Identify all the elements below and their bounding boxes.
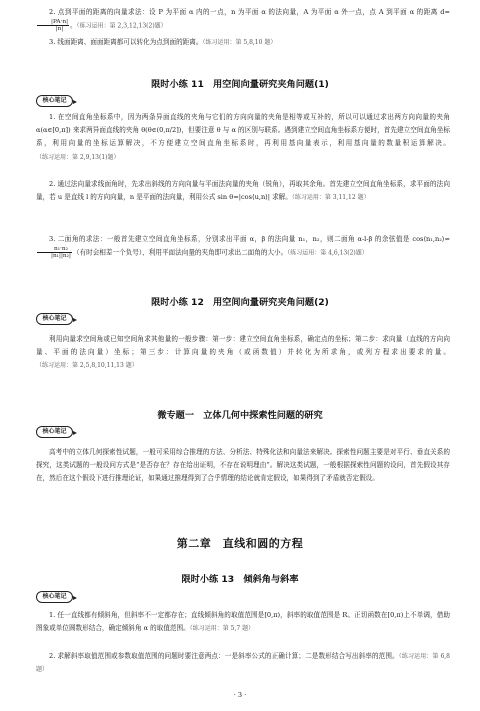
section-title-13: 限时小练 13 倾斜角与斜率	[181, 574, 299, 585]
practice-reference: （练习运用：第 4,6,13(2)题）	[287, 249, 368, 257]
s11-item-1: 1. 在空间直角坐标系中，因为两条异面直线的夹角与它们的方向向量的夹角是相等或互补的，所以可以通过求出两方向向量的夹角 α(α∈[0,π]) 来求两异面直线的夹角 θ(θ∈(0,π/2])，但要注意 θ 与 α 的区别与联系。遇到建立空间直角坐标系方便时，首先建立空间直角坐标系，利用向量的坐标运算解决，不方便建立空间直角坐标系时，再利用基向量表示，利用基向量的数量积运算解决。（练习运用：第 2,9,13(1)题）	[36, 113, 450, 161]
top-item-2-text: 2. 点到平面的距离的向量求法：设 P 为平面 α 内的一点，n 为平面 α 的法向量，A 为平面 α 外一点，点 A 到平面 α 的距离 d=	[49, 8, 450, 16]
practice-reference: （练习运用：第 3,11,12 题）	[291, 194, 370, 202]
dihedral-cos-fraction	[37, 246, 72, 259]
core-notes-tag: 核心笔记	[36, 591, 73, 603]
s13-item-2: 2. 求解斜率取值范围或参数取值范围的问题时要注意两点：一是斜率公式的正确计算；二是数形结合写出斜率的范围。（练习运用：第 6,8 题）	[36, 652, 450, 674]
distance-formula-numerator: |PA·n|	[37, 19, 69, 26]
chapter-title: 第二章 直线和圆的方程	[176, 537, 304, 550]
dihedral-cos-denominator: |n₁||n₂|	[51, 253, 71, 260]
s13-item-1: 1. 任一直线都有倾斜角，但斜率不一定都存在；直线倾斜角的取值范围是[0,π)，斜率的取值范围是 R。正切函数在[0,π)上不单调，借助图象或单位圆数形结合，确定倾斜角 α 的取值范围。（练习运用：第 5,7 题）	[36, 611, 450, 633]
s11-item-2: 2. 通过法向量求线面角时，先求出斜线的方向向量与平面法向量的夹角（锐角），再取其余角。首先建立空间直角坐标系，求平面的法向量，若 u 是直线 l 的方向向量，n 是平面的法向量，利用公式 sin θ=|cos⟨u,n⟩| 求解。（练习运用：第 3,11,12 题）	[36, 180, 450, 202]
core-notes-tag: 核心笔记	[36, 313, 73, 325]
practice-reference: （练习运用：第 2,9,13(1)题）	[36, 153, 120, 161]
dihedral-cos-numerator: n₁·n₂	[37, 246, 72, 253]
core-notes-tag: 核心笔记	[36, 426, 73, 438]
micro-topic-title: 微专题一 立体几何中探索性问题的研究	[157, 410, 323, 421]
distance-formula-denominator: |n|	[55, 26, 64, 33]
s12-paragraph: 利用向量求空间角或已知空间角求其他量的一般步骤：第一步：建立空间直角坐标系，确定点的坐标；第二步：求向量（直线的方向向量、平面的法向量）坐标；第三步：计算向量的夹角（或函数值）并转化为所求角，或列方程求出要求的量。（练习运用：第 2,5,8,10,11,13 题）	[36, 335, 450, 370]
distance-formula-fraction	[37, 19, 69, 32]
micro-topic-paragraph: 高考中的立体几何探索性试题，一般可采用综合推理的方法、分析法、特殊化法和向量法来解决。探索性问题主要是对平行、垂直关系的探究，这类试题的一般设问方式是“是否存在？存在给出证明，不存在说明理由”。解决这类试题，一般根据探索性问题的设问，首先假设其存在，然后在这个假设下进行推理论证，如果通过推理得到了合乎情理的结论就肯定假设，如果得到了矛盾就否定假设。	[36, 448, 450, 483]
practice-reference: （练习运用：第 5,7 题）	[189, 625, 255, 633]
practice-reference: （练习运用：第 5,8,10 题）	[202, 39, 277, 46]
core-notes-tag: 核心笔记	[36, 95, 73, 107]
page-number: · 3 ·	[233, 691, 247, 699]
section-title-11: 限时小练 11 用空间向量研究夹角问题(1)	[151, 79, 329, 90]
section-title-12: 限时小练 12 用空间向量研究夹角问题(2)	[151, 297, 329, 308]
s11-item-3: 3. 二面角的求法：一般首先建立空间直角坐标系，分别求出平面 α，β 的法向量 n₁，n₂，则二面角 α-l-β 的余弦值是 cos⟨n₁,n₂⟩= $\frac{\text{n₁·n₂}}{\text{|n₁||n₂|}}$ （有时会相差一个负号），利用平面法向量的夹角即可求出二面角的大小。（练习运用：第 4,6,13(2)题）	[36, 233, 450, 260]
practice-reference: （练习运用：第 2,5,8,10,11,13 题）	[36, 362, 138, 370]
top-item-2: 2. 点到平面的距离的向量求法：设 P 为平面 α 内的一点，n 为平面 α 的法向量，A 为平面 α 外一点，点 A 到平面 α 的距离 d= $\frac{|PA\cdot n|}{|n|}$ 。（练习运用：第 2,3,12,13(2)题）	[36, 6, 450, 33]
practice-reference: （练习运用：第 2,3,12,13(2)题）	[76, 22, 167, 30]
top-item-3: 3. 线面距离、面面距离都可以转化为点到面的距离。（练习运用：第 5,8,10 题）	[49, 38, 277, 46]
practice-reference: （练习运用：第 6,8 题）	[36, 653, 450, 674]
